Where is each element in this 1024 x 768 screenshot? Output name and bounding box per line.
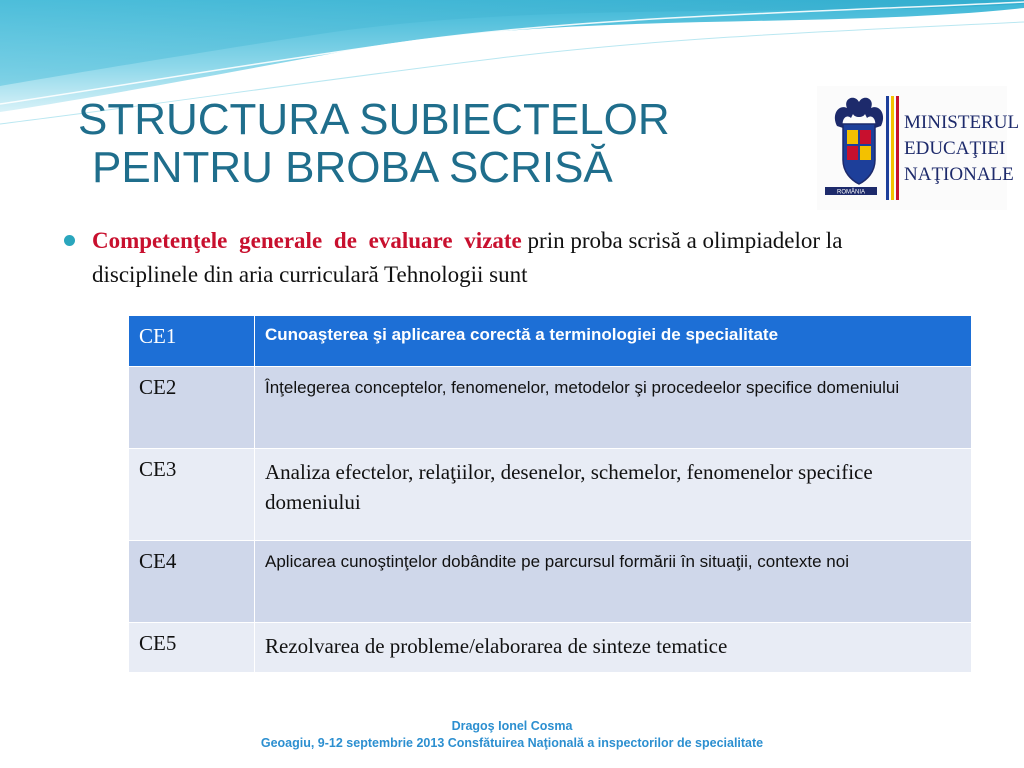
competency-description: Înţelegerea conceptelor, fenomenelor, metodelor şi procedeelor specifice domeniului	[255, 367, 972, 449]
intro-text	[64, 224, 954, 292]
table-row	[129, 449, 972, 541]
competency-code: CE4	[129, 541, 255, 623]
competency-code: CE5	[129, 623, 255, 673]
slide-title-line2: PENTRU BROBA SCRISĂ	[92, 143, 613, 192]
competency-description: Analiza efectelor, relaţiilor, desenelor, schemelor, fenomenelor specifice domeniului	[255, 449, 972, 541]
competencies-table	[128, 315, 972, 673]
competency-code: CE1	[129, 316, 255, 367]
competency-description: Rezolvarea de probleme/elaborarea de sinteze tematice	[255, 623, 972, 673]
competency-code: CE3	[129, 449, 255, 541]
bullet-icon	[64, 235, 75, 246]
intro-paragraph	[64, 224, 954, 292]
logo-line3: NAŢIONALE	[904, 164, 1014, 185]
footer-event: Geoagiu, 9-12 septembrie 2013 Consfătuirea Naţională a inspectorilor de specialitate	[260, 736, 764, 750]
competency-description: Aplicarea cunoştinţelor dobândite pe parcursul formării în situaţii, contexte noi	[255, 541, 972, 623]
logo-line2: EDUCAŢIEI	[904, 138, 1006, 159]
logo-shield-caption: ROMÂNIA	[836, 189, 866, 196]
table-row	[129, 541, 972, 623]
competency-description: Cunoaşterea şi aplicarea corectă a terminologiei de specialitate	[255, 316, 972, 367]
ministry-logo	[817, 86, 1020, 210]
table-row	[129, 316, 972, 367]
logo-text	[904, 110, 1019, 188]
footer-author: Dragoş Ionel Cosma	[451, 719, 573, 733]
intro-highlight: Competenţele generale de evaluare vizate	[92, 228, 522, 253]
table-row	[129, 367, 972, 449]
slide-footer	[0, 718, 1024, 752]
table-row	[129, 623, 972, 673]
intro-rest: prin proba scrisă a olimpiadelor la disciplinele din aria curriculară Tehnologii sunt	[92, 228, 843, 287]
logo-line1: MINISTERUL	[904, 112, 1020, 133]
competency-code: CE2	[129, 367, 255, 449]
slide-title-line1: STRUCTURA SUBIECTELOR	[78, 95, 670, 144]
slide-title	[78, 96, 670, 192]
